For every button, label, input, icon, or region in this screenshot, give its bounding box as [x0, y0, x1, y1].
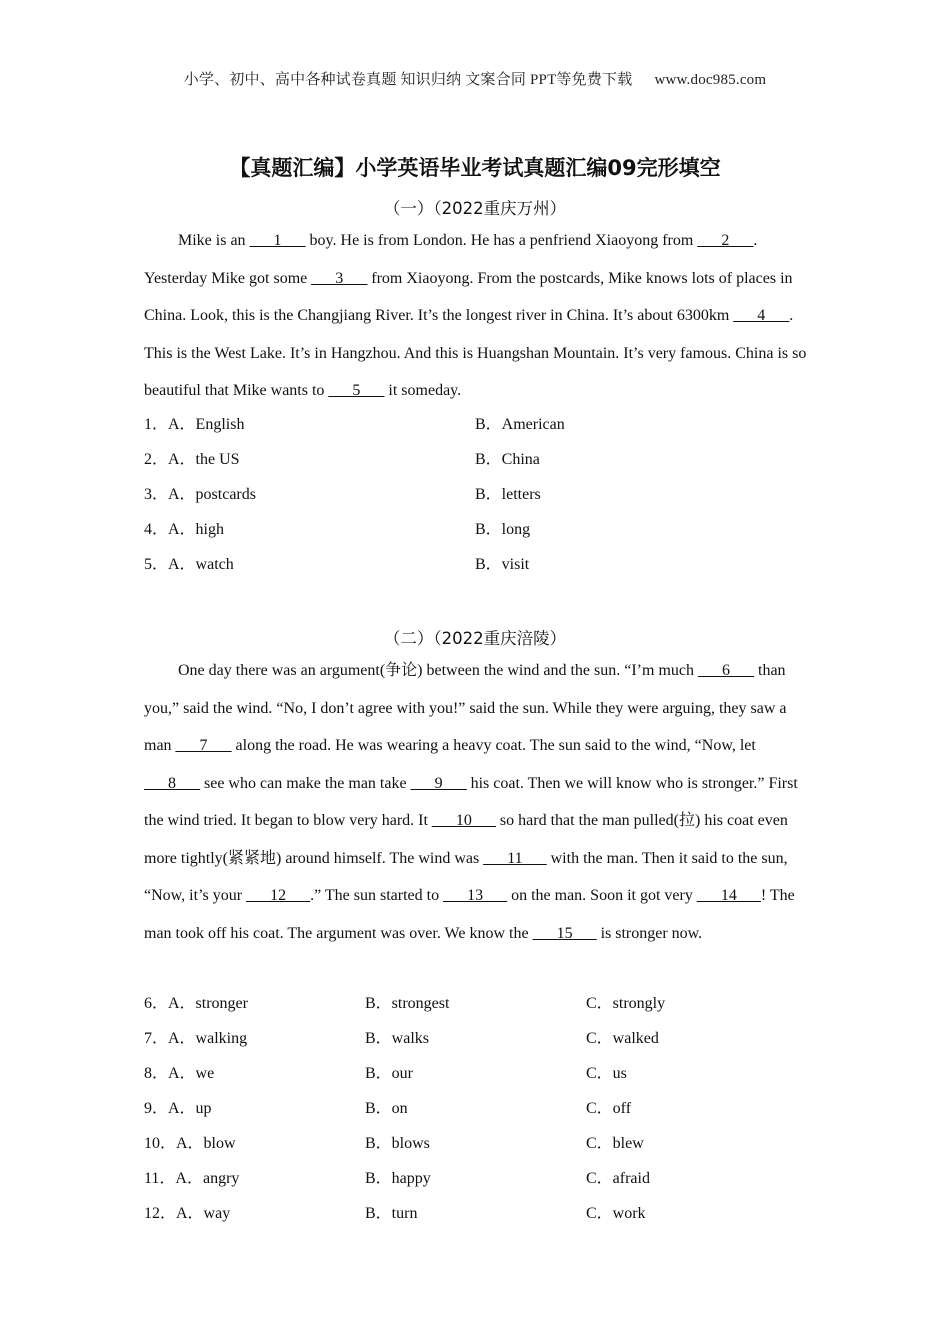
answer-option: B．happy [365, 1170, 431, 1187]
answer-blank: ___1___ [249, 232, 306, 249]
passage-text: . This is the West Lake. It’s in Hangzhou. And this is Huangshan Mountain. It’s very famous. China is so beautiful that Mike wants to [144, 307, 807, 399]
question-row [144, 1091, 808, 1126]
answer-option: 9．A．up [144, 1100, 212, 1117]
answer-option: B．American [475, 416, 565, 433]
passage-text: is stronger now. [596, 924, 703, 942]
answer-option: B．China [475, 451, 540, 468]
passage-text: from Xiaoyong. From the postcards, Mike knows lots of places in China. Look, this is the Changjiang River. It’s the longest river in China. It’s about 6300km [144, 269, 793, 324]
header-site: www.doc985.com [654, 72, 767, 88]
answer-option: 12．A．way [144, 1205, 231, 1222]
passage-text: One day there was an argument(争论) between the wind and the sun. “I’m much [178, 662, 698, 679]
answer-option: B．turn [365, 1205, 418, 1222]
passage-text: with the man. Then it said to the sun, “Now, it’s your [144, 849, 788, 904]
question-row [144, 986, 808, 1021]
question-row [144, 1021, 808, 1056]
passage-text: boy. He is from London. He has a penfriend Xiaoyong from [305, 232, 698, 249]
answer-option: 8．A．we [144, 1065, 215, 1082]
passage-text: on the man. Soon it got very [507, 887, 697, 904]
answer-blank: ___7___ [175, 737, 232, 754]
answer-blank: ___4___ [733, 307, 790, 324]
question-row [144, 1196, 808, 1231]
answer-blank: ___10___ [431, 812, 496, 829]
answer-option: B．walks [365, 1030, 430, 1047]
answer-option: B．our [365, 1065, 414, 1082]
question-row [144, 1126, 808, 1161]
passage-text: along the road. He was wearing a heavy coat. The sun said to the wind, “Now, let [231, 737, 756, 754]
answer-option: C．strongly [586, 995, 666, 1012]
answer-option: 1．A．English [144, 416, 245, 433]
section2-options [144, 986, 808, 1231]
page-header [0, 68, 950, 89]
answer-option: 2．A．the US [144, 451, 240, 468]
answer-option: C．afraid [586, 1170, 650, 1187]
question-row [144, 477, 808, 512]
passage-text: so hard that the man pulled(拉) his coat even more tightly(紧紧地) around himself. The wind was [144, 812, 788, 867]
answer-blank: ___14___ [696, 887, 761, 904]
section1-options [144, 407, 808, 582]
answer-option: B．letters [475, 486, 541, 503]
answer-option: 5．A．watch [144, 556, 234, 573]
answer-blank: ___11___ [483, 849, 547, 867]
passage-text: .” The sun started to [310, 887, 444, 904]
answer-option: C．work [586, 1205, 646, 1222]
answer-option: 6．A．stronger [144, 995, 248, 1012]
answer-option: B．on [365, 1100, 408, 1117]
passage-text: than you,” said the wind. “No, I don’t agree with you!” said the sun. While they were arguing, they saw a man [144, 662, 787, 754]
answer-blank: ___13___ [443, 887, 508, 904]
section2-heading: （二）（2022重庆涪陵） [383, 629, 567, 648]
passage-text: see who can make the man take [200, 774, 411, 792]
answer-blank: ___12___ [246, 887, 311, 904]
section1-passage [144, 222, 808, 410]
answer-blank: ___2___ [697, 232, 754, 249]
question-row [144, 1056, 808, 1091]
question-row [144, 442, 808, 477]
header-text: 小学、初中、高中各种试卷真题 知识归纳 文案合同 PPT等免费下载 [183, 72, 633, 88]
section1-heading: （一）（2022重庆万州） [383, 199, 567, 218]
answer-blank: ___9___ [410, 774, 467, 792]
answer-blank: ___6___ [698, 662, 754, 679]
answer-option: C．us [586, 1065, 627, 1082]
answer-option: 4．A．high [144, 521, 225, 538]
answer-blank: ___8___ [144, 774, 200, 792]
answer-option: 3．A．postcards [144, 486, 256, 503]
answer-option: B．visit [475, 556, 530, 573]
passage-text: ! The man took off his coat. The argument was over. We know the [144, 887, 795, 942]
answer-option: C．walked [586, 1030, 659, 1047]
passage-text: it someday. [384, 382, 462, 399]
question-row [144, 407, 808, 442]
answer-option: 10．A．blow [144, 1135, 236, 1152]
section2-passage [144, 652, 808, 952]
answer-blank: ___15___ [532, 924, 597, 942]
answer-blank: ___5___ [328, 382, 385, 399]
answer-blank: ___3___ [311, 269, 368, 287]
question-row [144, 1161, 808, 1196]
question-row [144, 547, 808, 582]
answer-option: B．long [475, 521, 531, 538]
page-title: 【真题汇编】小学英语毕业考试真题汇编09完形填空 [229, 156, 721, 180]
answer-option: 11．A．angry [144, 1170, 240, 1187]
passage-text: his coat. Then we will know who is stronger.” First the wind tried. It began to blow very hard. It [144, 774, 798, 829]
passage-text: Mike is an [178, 232, 250, 249]
answer-option: C．off [586, 1100, 632, 1117]
question-row [144, 512, 808, 547]
answer-option: B．blows [365, 1135, 430, 1152]
passage-text: . Yesterday Mike got some [144, 232, 758, 287]
answer-option: 7．A．walking [144, 1030, 248, 1047]
answer-option: C．blew [586, 1135, 644, 1152]
answer-option: B．strongest [365, 995, 450, 1012]
